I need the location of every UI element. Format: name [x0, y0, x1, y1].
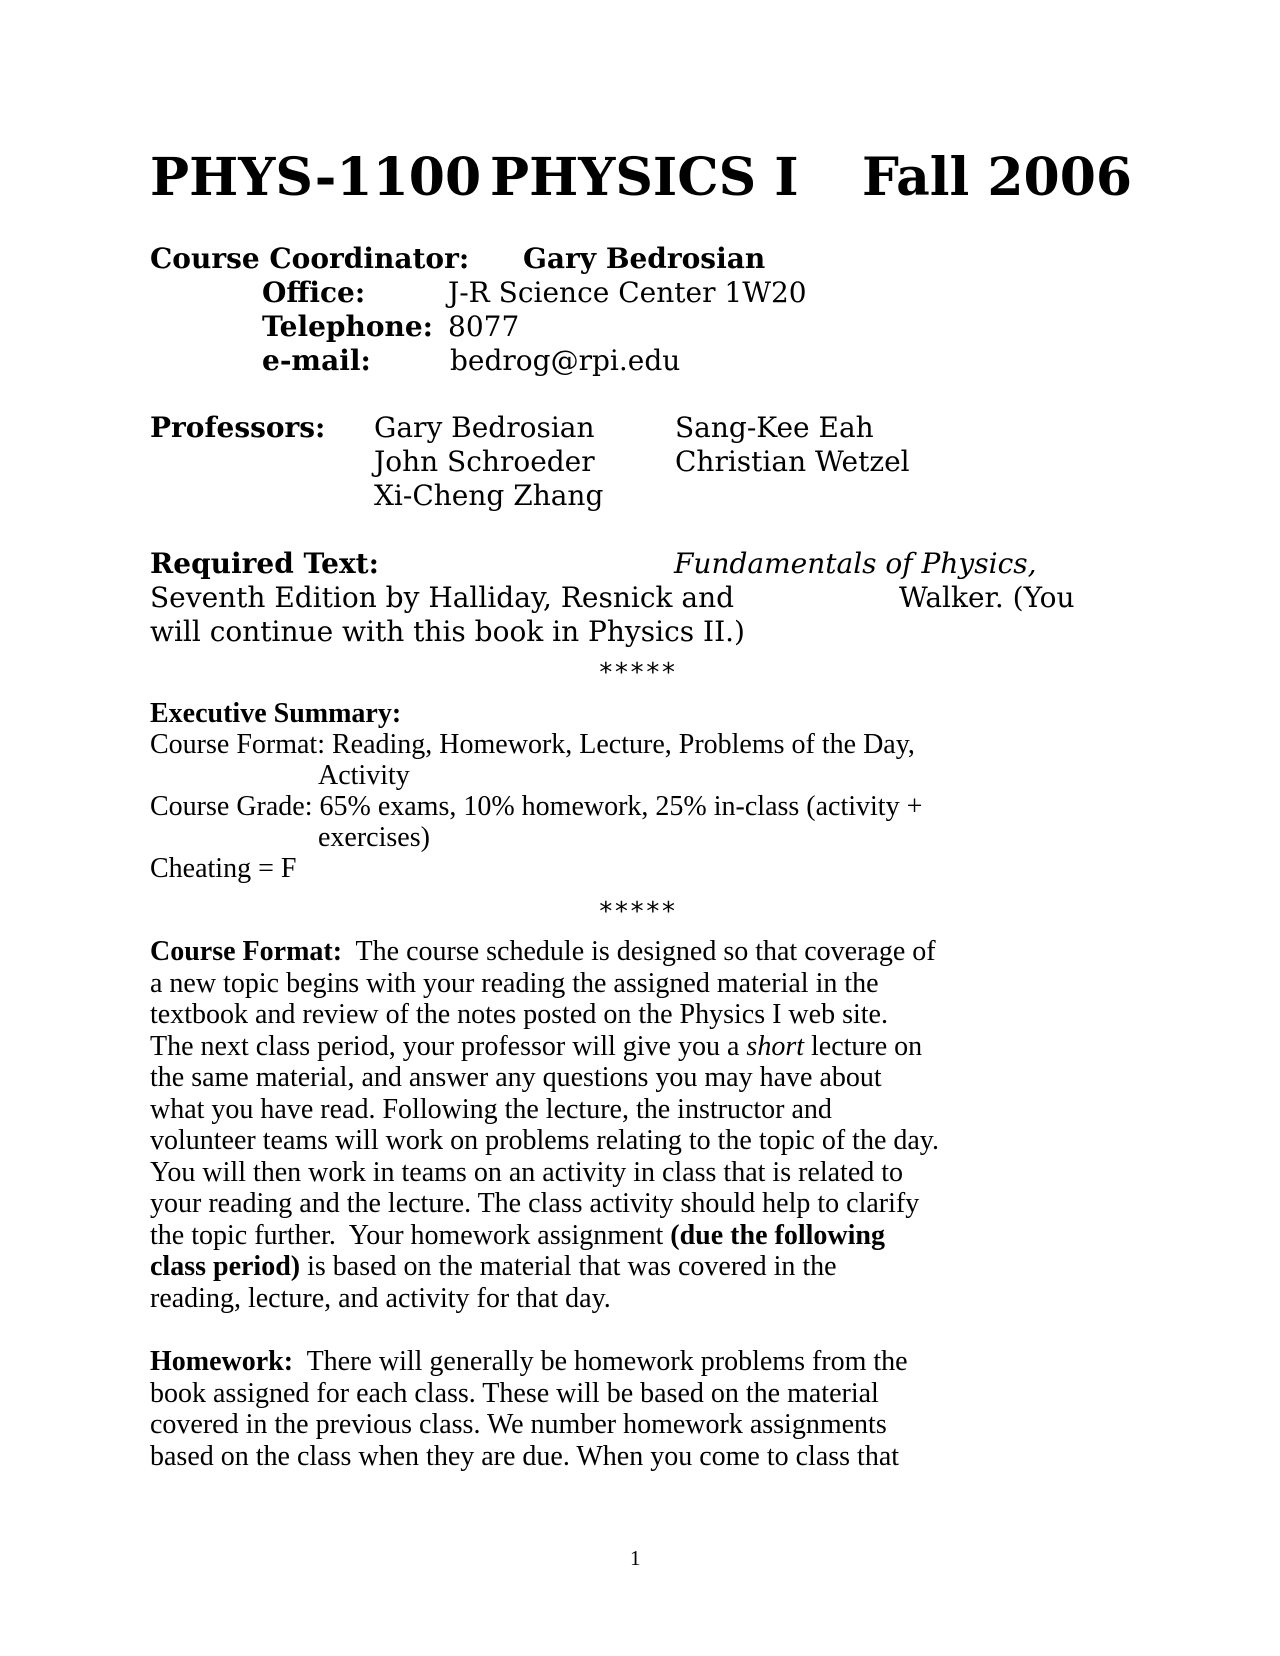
course-code: PHYS-1100 — [150, 147, 482, 208]
required-text-line: will continue with this book in Physics II.) — [150, 615, 745, 648]
coordinator-label: Course Coordinator: — [150, 242, 470, 275]
professor-name: Christian Wetzel — [675, 445, 910, 478]
coordinator-name: Gary Bedrosian — [523, 242, 766, 275]
office-label: Office: — [262, 276, 366, 309]
section-separator: ***** — [598, 658, 677, 688]
email-value: bedrog@rpi.edu — [450, 344, 681, 377]
homework-heading: Homework: — [150, 1346, 294, 1377]
professor-name: John Schroeder — [374, 445, 595, 478]
telephone-label: Telephone: — [262, 310, 434, 343]
required-text-line: Seventh Edition by Halliday, Resnick and — [150, 581, 735, 614]
required-text-label: Required Text: — [150, 547, 379, 580]
professor-name: Xi-Cheng Zhang — [374, 479, 604, 512]
email-label: e-mail: — [262, 344, 371, 377]
professors-label: Professors: — [150, 411, 326, 444]
professor-name: Gary Bedrosian — [374, 411, 595, 444]
summary-format-line: Course Format: Reading, Homework, Lecture, Problems of the Day, — [150, 729, 915, 760]
course-format-heading: Course Format: — [150, 936, 343, 967]
course-term: Fall 2006 — [862, 147, 1133, 208]
summary-cheating-line: Cheating = F — [150, 853, 297, 884]
professor-name: Sang-Kee Eah — [675, 411, 874, 444]
required-text-line: Walker. (You — [899, 581, 1075, 614]
required-text-title: Fundamentals of Physics, — [674, 547, 1037, 580]
summary-grade-line: exercises) — [318, 822, 430, 853]
telephone-value: 8077 — [448, 310, 520, 343]
course-name: PHYSICS I — [490, 147, 799, 208]
office-value: J-R Science Center 1W20 — [448, 276, 807, 309]
page-number: 1 — [630, 1546, 641, 1570]
summary-format-line: Activity — [318, 760, 410, 791]
section-separator: ***** — [598, 897, 677, 927]
executive-summary-heading: Executive Summary: — [150, 698, 402, 729]
summary-grade-line: Course Grade: 65% exams, 10% homework, 25% in-class (activity + — [150, 791, 923, 822]
course-format-paragraph: Course Format: The course schedule is designed so that coverage of a new topic begins with your reading the assigned material in the textbook and review of the notes posted on the Physics I web site. The next class period, your professor will give you a short lecture on the same material, and answer any questions you may have about what you have read. Following the lecture, the instructor and volunteer teams will work on problems relating to the topic of the day. You will then work in teams on an activity in class that is related to your reading and the lecture. The class activity should help to clarify the topic further. Your homework assignment (due the following class period) is based on the material that was covered in the reading, lecture, and activity for that day. — [150, 936, 939, 1314]
homework-paragraph: Homework: There will generally be homework problems from the book assigned for each class. These will be based on the material covered in the previous class. We number homework assignments based on the class when they are due. When you come to class that — [150, 1346, 908, 1472]
